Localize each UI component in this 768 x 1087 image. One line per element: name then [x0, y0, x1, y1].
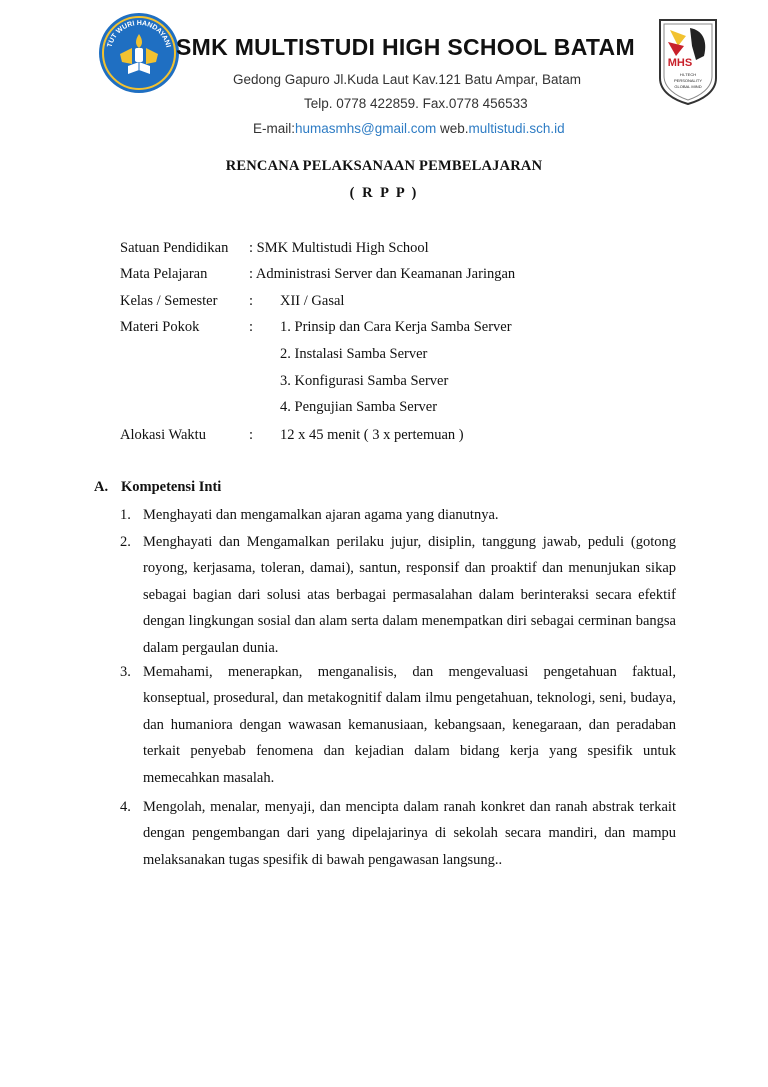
- ki-item-number: 1.: [120, 507, 131, 523]
- mapel-label: Mata Pelajaran: [120, 266, 208, 282]
- email-link[interactable]: humasmhs@gmail.com: [295, 121, 437, 136]
- section-a-title: Kompetensi Inti: [121, 479, 222, 495]
- ki-item-text: Menghayati dan mengamalkan ajaran agama yang dianutnya.: [143, 507, 499, 523]
- document-subtitle: ( R P P ): [349, 185, 419, 201]
- satuan-value: : SMK Multistudi High School: [249, 240, 429, 256]
- ki-item-number: 2.: [120, 534, 131, 550]
- kelas-value: XII / Gasal: [280, 293, 345, 309]
- alokasi-value: 12 x 45 menit ( 3 x pertemuan ): [280, 427, 464, 443]
- ki-item-number: 3.: [120, 664, 131, 680]
- kelas-colon: :: [249, 293, 254, 309]
- school-address: Gedong Gapuro Jl.Kuda Laut Kav.121 Batu Ampar, Batam: [233, 72, 581, 87]
- alokasi-colon: :: [249, 427, 254, 443]
- document-title-text: RENCANA PELAKSANAAN PEMBELAJARAN: [225, 158, 543, 174]
- materi-colon: :: [249, 319, 254, 335]
- ki-item-text: Menghayati dan Mengamalkan perilaku jujur, disiplin, tanggung jawab, peduli (gotong royong, kerjasama, toleran, damai), santun, responsif dan proaktif dan menunjukan sikap sebagai bagian dari solusi atas berbagai permasalahan dalam berinteraksi secara efektif dengan lingkungan sosial dan alam serta dalam menempatkan diri sebagai cerminan bangsa dalam pergaulan dunia.: [143, 534, 676, 656]
- materi-item: 3. Konfigurasi Samba Server: [280, 373, 449, 389]
- mhs-tagline-2: PERSONALITY: [673, 78, 703, 83]
- web-link[interactable]: multistudi.sch.id: [468, 121, 565, 136]
- web-label: web.: [436, 121, 469, 136]
- mhs-tagline-1: HI-TECH: [679, 72, 697, 77]
- ki-item-text: Memahami, menerapkan, menganalisis, dan mengevaluasi pengetahuan faktual, konseptual, prosedural, dan metakognitif dalam ilmu pengetahuan, teknologi, seni, budaya, dan humaniora dengan wawasan kemanusiaan, kebangsaan, kenegaraan, dan peradaban terkait penyebab fenomena dan kejadian dalam bidang kerja yang spesifik untuk memecahkan masalah.: [143, 664, 676, 786]
- school-phone: Telp. 0778 422859. Fax.0778 456533: [304, 96, 528, 111]
- left-logo-text: TUT WURI HANDAYANI: [106, 19, 172, 49]
- mhs-logo-text: MHS: [667, 57, 693, 69]
- materi-label: Materi Pokok: [120, 319, 200, 335]
- materi-item: 4. Pengujian Samba Server: [280, 399, 438, 415]
- mapel-value: : Administrasi Server dan Keamanan Jaringan: [249, 266, 516, 282]
- mhs-tagline-3: GLOBAL MIND: [674, 84, 702, 89]
- ki-item-text: Mengolah, menalar, menyaji, dan mencipta dalam ranah konkret dan ranah abstrak terkait dengan pengembangan dari yang dipelajarinya di sekolah secara mandiri, dan mampu melaksanakan tugas spesifik di bawah pengawasan langsung..: [143, 799, 676, 868]
- tut-wuri-handayani-emblem-icon: [98, 12, 180, 94]
- email-label: E-mail:: [253, 121, 296, 136]
- document-title: [0, 158, 768, 175]
- school-name: SMK MULTISTUDI HIGH SCHOOL BATAM: [176, 34, 635, 60]
- satuan-label: Satuan Pendidikan: [120, 240, 229, 256]
- mhs-school-logo-icon: [656, 16, 720, 106]
- materi-item: 1. Prinsip dan Cara Kerja Samba Server: [280, 319, 512, 335]
- ki-item-number: 4.: [120, 799, 131, 815]
- materi-item: 2. Instalasi Samba Server: [280, 346, 428, 362]
- kelas-label: Kelas / Semester: [120, 293, 218, 309]
- section-a-letter: A.: [94, 479, 109, 495]
- alokasi-label: Alokasi Waktu: [120, 427, 206, 443]
- school-contact: [253, 121, 565, 136]
